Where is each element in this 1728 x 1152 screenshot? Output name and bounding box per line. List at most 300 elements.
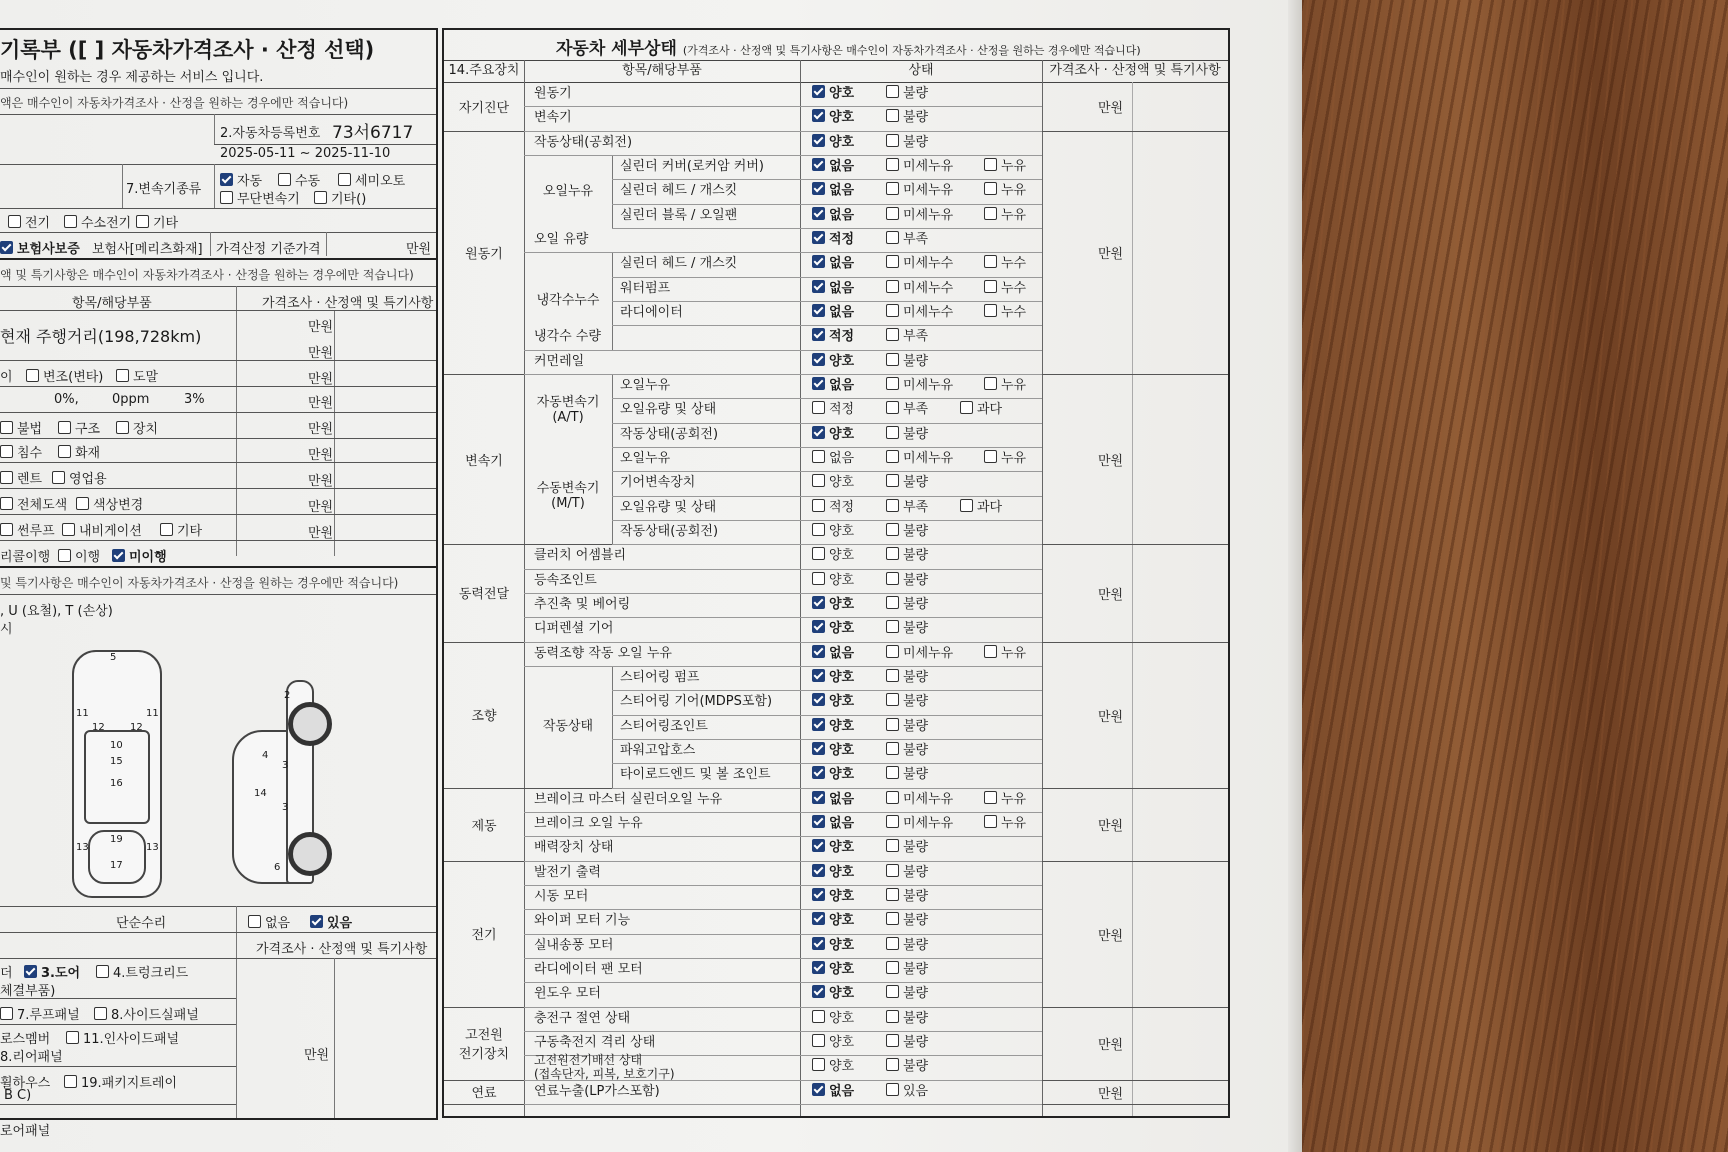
state-option[interactable]: 불량	[886, 739, 946, 763]
state-option[interactable]: 양호	[812, 715, 872, 739]
row-item: 작동상태(공회전)	[534, 134, 633, 150]
state-option[interactable]: 없음	[812, 155, 872, 179]
checkbox-icon[interactable]	[886, 474, 899, 487]
checkbox-icon[interactable]	[812, 1010, 825, 1023]
row-item: 실내송풍 모터	[534, 937, 614, 953]
trans-semi: 세미오토	[355, 174, 406, 189]
state-option[interactable]: 불량	[886, 544, 946, 568]
checkbox-icon[interactable]	[886, 450, 899, 463]
state-option[interactable]: 미세누유	[886, 204, 970, 228]
state-option[interactable]: 불량	[886, 131, 946, 155]
col-price: 가격조사 · 산정액 및 특기사항	[262, 296, 434, 311]
row-item: 원동기	[534, 86, 572, 101]
price-unit: 만원	[1098, 709, 1124, 725]
state-option[interactable]: 양호	[812, 106, 872, 130]
checkbox-icon[interactable]	[886, 304, 899, 317]
checkbox-checked-icon[interactable]	[812, 985, 825, 998]
base-price: 가격산정 기준가격	[216, 242, 321, 257]
group-label: 원동기	[465, 246, 503, 262]
checkbox-icon[interactable]	[886, 912, 899, 925]
checkbox-checked-icon[interactable]	[812, 1083, 825, 1096]
checkbox-icon[interactable]	[886, 839, 899, 852]
row-item: 브레이크 오일 누유	[534, 815, 643, 831]
state-option[interactable]: 과다	[960, 496, 1020, 520]
state-option[interactable]: 미세누유	[886, 642, 970, 666]
state-option[interactable]: 불량	[886, 569, 946, 593]
state-option[interactable]: 적정	[812, 398, 872, 422]
row-item: 작동상태(공회전)	[620, 523, 719, 539]
row-state	[812, 325, 960, 349]
state-option[interactable]: 불량	[886, 690, 946, 714]
state-option[interactable]: 과다	[960, 398, 1020, 422]
checkbox-checked-icon[interactable]	[812, 766, 825, 779]
state-option[interactable]: 불량	[886, 715, 946, 739]
row-state	[812, 1055, 960, 1079]
checkbox-icon[interactable]	[812, 474, 825, 487]
row-state	[812, 155, 1058, 179]
checkbox-checked-icon[interactable]	[812, 791, 825, 804]
checkbox-icon[interactable]	[886, 766, 899, 779]
checkbox-checked-icon[interactable]	[812, 158, 825, 171]
state-option[interactable]: 양호	[812, 617, 872, 641]
row-state	[812, 106, 960, 130]
row-state	[812, 666, 960, 690]
checkbox-checked-icon[interactable]	[812, 304, 825, 317]
row-state	[812, 593, 960, 617]
row-state	[812, 544, 960, 568]
state-option[interactable]: 불량	[886, 763, 946, 787]
checkbox-icon[interactable]	[886, 937, 899, 950]
checkbox-checked-icon[interactable]	[812, 742, 825, 755]
state-option[interactable]: 누유	[984, 642, 1044, 666]
checkbox-checked-icon[interactable]	[812, 815, 825, 828]
row-state	[812, 958, 960, 982]
row-item: 워터펌프	[620, 280, 671, 296]
checkbox-icon[interactable]	[886, 401, 899, 414]
paper-edge	[1288, 0, 1302, 1152]
row-state	[812, 496, 1034, 520]
checkbox-icon[interactable]	[984, 255, 997, 268]
state-option[interactable]: 양호	[812, 885, 872, 909]
state-option[interactable]: 양호	[812, 666, 872, 690]
checkbox-icon[interactable]	[886, 547, 899, 560]
row-state	[812, 739, 960, 763]
price-unit: 만원	[1098, 454, 1124, 470]
row-item: 오일 유량	[534, 231, 589, 247]
checkbox-checked-icon[interactable]	[812, 377, 825, 390]
state-option[interactable]: 누유	[984, 374, 1044, 398]
state-option[interactable]: 불량	[886, 617, 946, 641]
state-option[interactable]: 없음	[812, 374, 872, 398]
checkbox-icon[interactable]	[886, 377, 899, 390]
checkbox-icon[interactable]	[960, 499, 973, 512]
row-state	[812, 350, 960, 374]
state-option[interactable]: 불량	[886, 520, 946, 544]
subgroup-label: 작동상태	[524, 666, 613, 788]
state-option[interactable]: 양호	[812, 520, 872, 544]
price-unit: 만원	[1098, 1086, 1124, 1102]
state-option[interactable]: 있음	[886, 1080, 946, 1104]
checkbox-icon[interactable]	[886, 1034, 899, 1047]
checkbox-icon[interactable]	[984, 207, 997, 220]
state-option[interactable]: 불량	[886, 909, 946, 933]
state-option[interactable]: 없음	[812, 812, 872, 836]
checkbox-checked-icon[interactable]	[812, 280, 825, 293]
checkbox-icon[interactable]	[886, 718, 899, 731]
checkbox-icon[interactable]	[984, 280, 997, 293]
row-state	[812, 909, 960, 933]
state-option[interactable]: 불량	[886, 106, 946, 130]
checkbox-icon[interactable]	[886, 523, 899, 536]
checkbox-icon[interactable]	[984, 450, 997, 463]
checkbox-checked-icon[interactable]	[812, 182, 825, 195]
checkbox-checked-icon[interactable]	[812, 961, 825, 974]
row-item: 실린더 블록 / 오일팬	[620, 207, 738, 223]
checkbox-checked-icon[interactable]	[812, 669, 825, 682]
checkbox-checked-icon[interactable]	[812, 888, 825, 901]
checkbox-checked-icon[interactable]	[812, 328, 825, 341]
row-item: 냉각수 수량	[534, 329, 601, 345]
state-option[interactable]: 불량	[886, 958, 946, 982]
price-unit: 만원	[1098, 1038, 1124, 1054]
subgroup-label: 자동변속기 (A/T)	[524, 374, 613, 447]
row-state	[812, 836, 960, 860]
row-item: 파워고압호스	[620, 742, 696, 758]
checkbox-checked-icon[interactable]	[812, 207, 825, 220]
checkbox-icon[interactable]	[886, 353, 899, 366]
checkbox-icon[interactable]	[886, 1010, 899, 1023]
checkbox-icon[interactable]	[984, 377, 997, 390]
row-item: 기어변속장치	[620, 475, 696, 491]
row-state	[812, 690, 960, 714]
row-item: 라디에이터	[620, 304, 683, 320]
checkbox-icon[interactable]	[886, 791, 899, 804]
checkbox-checked-icon[interactable]	[812, 620, 825, 633]
checkbox-icon[interactable]	[886, 815, 899, 828]
state-option[interactable]: 미세누수	[886, 277, 970, 301]
row-state	[812, 788, 1058, 812]
state-option[interactable]: 양호	[812, 861, 872, 885]
checkbox-checked-icon[interactable]	[812, 937, 825, 950]
fuel-h2: 수소전기	[81, 216, 132, 231]
row-item: 브레이크 마스터 실린더오일 누유	[534, 791, 723, 807]
row-item: 오일누유	[620, 377, 671, 393]
state-option[interactable]: 불량	[886, 861, 946, 885]
row-state	[812, 885, 960, 909]
row-state	[812, 520, 960, 544]
checkbox-icon[interactable]	[886, 134, 899, 147]
row-state	[812, 642, 1058, 666]
price-unit: 만원	[1098, 247, 1124, 263]
row-item: 타이로드엔드 및 볼 조인트	[620, 767, 771, 783]
state-option[interactable]: 불량	[886, 1031, 946, 1055]
row-state	[812, 934, 960, 958]
checkbox-icon[interactable]	[886, 888, 899, 901]
state-option[interactable]: 양호	[812, 131, 872, 155]
subgroup-label: 수동변속기 (M/T)	[524, 447, 613, 544]
checkbox-checked-icon[interactable]	[812, 693, 825, 706]
row-item: 동력조향 작동 오일 누유	[534, 645, 672, 661]
checkbox-icon[interactable]	[812, 499, 825, 512]
row-state	[812, 252, 1058, 276]
state-option[interactable]: 양호	[812, 544, 872, 568]
checkbox-icon[interactable]	[886, 693, 899, 706]
fuel-other: 기타	[153, 216, 179, 231]
wooden-table	[1290, 0, 1728, 1152]
checkbox-checked-icon[interactable]	[812, 864, 825, 877]
row-state	[812, 204, 1058, 228]
checkbox-icon[interactable]	[984, 304, 997, 317]
state-option[interactable]: 불량	[886, 1055, 946, 1079]
checkbox-checked-icon[interactable]	[812, 426, 825, 439]
group-label: 동력전달	[458, 587, 510, 603]
state-option[interactable]: 없음	[812, 252, 872, 276]
state-option[interactable]: 양호	[812, 982, 872, 1006]
state-option[interactable]: 미세누유	[886, 788, 970, 812]
row-item: 실린더 헤드 / 개스킷	[620, 183, 738, 199]
row-item: 실린더 헤드 / 개스킷	[620, 256, 738, 272]
state-option[interactable]: 미세누유	[886, 155, 970, 179]
subgroup-label: 냉각수누수	[524, 252, 613, 349]
state-option[interactable]: 적정	[812, 496, 872, 520]
row-item: 실린더 커버(로커암 커버)	[620, 158, 764, 174]
checkbox-icon[interactable]	[984, 791, 997, 804]
state-option[interactable]: 양호	[812, 763, 872, 787]
checkbox-icon[interactable]	[886, 669, 899, 682]
state-option[interactable]: 미세누유	[886, 374, 970, 398]
row-state	[812, 228, 960, 252]
state-option[interactable]: 양호	[812, 471, 872, 495]
row-item: 클러치 어셈블리	[534, 548, 627, 564]
state-option[interactable]: 없음	[812, 447, 872, 471]
state-option[interactable]: 불량	[886, 836, 946, 860]
state-option[interactable]: 양호	[812, 909, 872, 933]
state-option[interactable]: 부족	[886, 496, 946, 520]
state-option[interactable]: 미세누수	[886, 301, 970, 325]
state-option[interactable]: 양호	[812, 350, 872, 374]
checkbox-icon[interactable]	[812, 450, 825, 463]
checkbox-icon[interactable]	[886, 85, 899, 98]
checkbox-checked-icon[interactable]	[812, 109, 825, 122]
row-item: 등속조인트	[534, 572, 597, 588]
price-unit: 만원	[1098, 928, 1124, 944]
checkbox-icon[interactable]	[886, 231, 899, 244]
state-option[interactable]: 불량	[886, 934, 946, 958]
checkbox-checked-icon[interactable]	[812, 912, 825, 925]
state-option[interactable]: 양호	[812, 934, 872, 958]
state-option[interactable]: 없음	[812, 642, 872, 666]
state-option[interactable]: 누유	[984, 204, 1044, 228]
checkbox-icon[interactable]	[812, 1034, 825, 1047]
state-option[interactable]: 없음	[812, 788, 872, 812]
row-item: 구동축전지 격리 상태	[534, 1034, 656, 1050]
row-state	[812, 861, 960, 885]
row-state	[812, 471, 960, 495]
checkbox-icon[interactable]	[886, 109, 899, 122]
checkbox-checked-icon[interactable]	[812, 255, 825, 268]
checkbox-checked-icon[interactable]	[812, 353, 825, 366]
state-option[interactable]: 누수	[984, 301, 1044, 325]
state-option[interactable]: 불량	[886, 666, 946, 690]
state-option[interactable]: 양호	[812, 423, 872, 447]
state-option[interactable]: 양호	[812, 82, 872, 106]
state-option[interactable]: 적정	[812, 325, 872, 349]
group-label: 자기진단	[458, 100, 510, 116]
row-item: 발전기 출력	[534, 864, 601, 880]
state-option[interactable]: 누유	[984, 155, 1044, 179]
row-state	[812, 447, 1058, 471]
state-option[interactable]: 없음	[812, 204, 872, 228]
checkbox-icon[interactable]	[886, 961, 899, 974]
checkbox-icon[interactable]	[886, 985, 899, 998]
state-option[interactable]: 양호	[812, 739, 872, 763]
checkbox-icon[interactable]	[886, 645, 899, 658]
checkbox-icon[interactable]	[886, 864, 899, 877]
state-option[interactable]: 누유	[984, 812, 1044, 836]
state-option[interactable]: 누수	[984, 252, 1044, 276]
state-option[interactable]: 불량	[886, 82, 946, 106]
state-option[interactable]: 부족	[886, 398, 946, 422]
simple-repair: 단순수리	[116, 916, 167, 931]
state-option[interactable]: 없음	[812, 277, 872, 301]
state-option[interactable]: 부족	[886, 228, 946, 252]
state-option[interactable]: 미세누유	[886, 179, 970, 203]
checkbox-icon[interactable]	[812, 401, 825, 414]
row-item: 배력장치 상태	[534, 840, 614, 856]
state-option[interactable]: 양호	[812, 1007, 872, 1031]
checkbox-icon[interactable]	[984, 815, 997, 828]
state-option[interactable]: 누유	[984, 179, 1044, 203]
state-option[interactable]: 양호	[812, 1031, 872, 1055]
group-label: 연료	[471, 1086, 497, 1102]
state-option[interactable]: 부족	[886, 325, 946, 349]
table-title: 자동차 세부상태 (가격조사 · 산정액 및 특기사항은 매수인이 자동차가격조사 · 산정을 원하는 경우에만 적습니다)	[556, 39, 1141, 59]
checkbox-icon[interactable]	[886, 280, 899, 293]
left-page: 기록부 ([ ] 자동차가격조사 · 산정 선택) 매수인이 원하는 경우 제공하는 서비스 입니다. 액은 매수인이 자동차가격조사 · 산정을 원하는 경우에만 적습니다) 2.자동차등록번호 73서6717 2025-05-11 ~ 2025-11-10 7.변속기종류 자동 수동 세미오토 무단변속기 기타() 전기 수소전기 기타 보험사보증 보험사[메리츠화재] 가격산정 기준가격 만원 액 및 특기사항은 매수인이 자동차가격조사 · 산정을 원하는 경우에만 적습니다) 항목/해당부품 가격조사 · 산정액 및 특기사항 현재 주행거리(198,728km) 만원 만원 이 변조(변타) 도말 만원 0%, 0ppm 3% 만원 불법 구조 장치 만원 침수 화재 만원 렌트 영업용 만원 전체도색 색상변경 만원 썬루프 내비게이션 기타 만원 리콜이행 이행 미이행 및 특기사항은 매수인이 자동차가격조사 · 산정을 원하는 경우에만 적습니다) , U (요철), T (손상) 시 5 11 12 12 11 10 15 16 13 19 17 13 14 2 3 3 6 4 단순수리 없음 있음 가격조사 · 산정액 및 특기사항 더 3.도어 4.트렁크리드 체결부품) 7.루프패널 8.사이드실패널 로스멤버 11.인사이드패널 만원 8.리어패널 휠하우스 19.패키지트레이 B C) 로어패널	[0, 28, 438, 1120]
checkbox-icon[interactable]	[984, 182, 997, 195]
checkbox-icon[interactable]	[984, 645, 997, 658]
state-option[interactable]: 적정	[812, 228, 872, 252]
checkbox-checked-icon[interactable]	[812, 718, 825, 731]
state-option[interactable]: 양호	[812, 569, 872, 593]
checkbox-icon[interactable]	[886, 207, 899, 220]
trans-cvt: 무단변속기	[237, 192, 300, 207]
trans-auto: 자동	[237, 174, 263, 189]
state-option[interactable]: 불량	[886, 471, 946, 495]
row-state	[812, 301, 1058, 325]
price-unit: 만원	[1098, 819, 1124, 835]
checkbox-icon[interactable]	[886, 255, 899, 268]
checkbox-icon[interactable]	[812, 572, 825, 585]
group-label: 전기	[471, 928, 497, 944]
state-option[interactable]: 불량	[886, 885, 946, 909]
row-state	[812, 763, 960, 787]
state-option[interactable]: 미세누유	[886, 447, 970, 471]
col-item: 항목/해당부품	[72, 296, 152, 311]
checkbox-icon[interactable]	[886, 499, 899, 512]
state-option[interactable]: 없음	[812, 179, 872, 203]
record-title: 기록부 ([ ] 자동차가격조사 · 산정 선택)	[0, 38, 375, 62]
checkbox-icon[interactable]	[886, 620, 899, 633]
row-state	[812, 131, 960, 155]
checkbox-checked-icon[interactable]	[812, 839, 825, 852]
checkbox-icon[interactable]	[886, 182, 899, 195]
row-item: 충전구 절연 상태	[534, 1010, 631, 1026]
warranty-detail: 보험사[메리츠화재]	[92, 242, 203, 257]
checkbox-checked-icon[interactable]	[812, 85, 825, 98]
checkbox-icon[interactable]	[812, 1058, 825, 1071]
record-subtitle: 매수인이 원하는 경우 제공하는 서비스 입니다.	[0, 70, 264, 85]
row-state	[812, 423, 960, 447]
checkbox-icon[interactable]	[812, 547, 825, 560]
checkbox-icon[interactable]	[886, 158, 899, 171]
state-option[interactable]: 없음	[812, 301, 872, 325]
row-item: 스티어링조인트	[620, 718, 708, 734]
state-option[interactable]: 양호	[812, 690, 872, 714]
price-unit: 만원	[1098, 587, 1124, 603]
state-option[interactable]: 미세누수	[886, 252, 970, 276]
state-option[interactable]: 누유	[984, 788, 1044, 812]
checkbox-icon[interactable]	[886, 1083, 899, 1096]
checkbox-checked-icon[interactable]	[812, 134, 825, 147]
state-option[interactable]: 불량	[886, 593, 946, 617]
row-item: 변속기	[534, 110, 572, 126]
period: 2025-05-11 ~ 2025-11-10	[220, 146, 391, 161]
checkbox-checked-icon[interactable]	[812, 596, 825, 609]
checkbox-icon[interactable]	[886, 596, 899, 609]
state-option[interactable]: 불량	[886, 1007, 946, 1031]
checkbox-icon[interactable]	[886, 572, 899, 585]
row-state	[812, 1031, 960, 1055]
checkbox-icon[interactable]	[886, 1058, 899, 1071]
checkbox-icon[interactable]	[984, 158, 997, 171]
checkbox-icon[interactable]	[960, 401, 973, 414]
row-state	[812, 277, 1058, 301]
state-option[interactable]: 불량	[886, 350, 946, 374]
reg-label: 2.자동차등록번호	[220, 126, 321, 141]
checkbox-checked-icon[interactable]	[812, 231, 825, 244]
state-option[interactable]: 양호	[812, 593, 872, 617]
checkbox-icon[interactable]	[886, 426, 899, 439]
row-item: 윈도우 모터	[534, 986, 601, 1002]
note-3: 및 특기사항은 매수인이 자동차가격조사 · 산정을 원하는 경우에만 적습니다)	[0, 576, 399, 590]
checkbox-icon[interactable]	[886, 742, 899, 755]
row-state	[812, 569, 960, 593]
row-state	[812, 1007, 960, 1031]
warranty: 보험사보증	[17, 242, 80, 257]
checkbox-icon[interactable]	[812, 523, 825, 536]
row-item: 고전원전기배선 상태 (접속단자, 피복, 보호기구)	[534, 1053, 675, 1082]
state-option[interactable]: 양호	[812, 958, 872, 982]
checkbox-checked-icon[interactable]	[812, 645, 825, 658]
state-option[interactable]: 누유	[984, 447, 1044, 471]
reg-value: 73서6717	[332, 123, 414, 143]
row-item: 오일유량 및 상태	[620, 402, 717, 418]
state-option[interactable]: 불량	[886, 982, 946, 1006]
state-option[interactable]: 없음	[812, 1080, 872, 1104]
checkbox-icon[interactable]	[886, 328, 899, 341]
state-option[interactable]: 불량	[886, 423, 946, 447]
row-item: 라디에이터 팬 모터	[534, 961, 643, 977]
state-option[interactable]: 양호	[812, 836, 872, 860]
mileage: 현재 주행거리(198,728km)	[0, 327, 202, 346]
state-option[interactable]: 누수	[984, 277, 1044, 301]
state-option[interactable]: 양호	[812, 1055, 872, 1079]
state-option[interactable]: 미세누유	[886, 812, 970, 836]
trans-other: 기타()	[331, 192, 367, 207]
row-item: 추진축 및 베어링	[534, 596, 631, 612]
row-item: 스티어링 펌프	[620, 669, 700, 685]
